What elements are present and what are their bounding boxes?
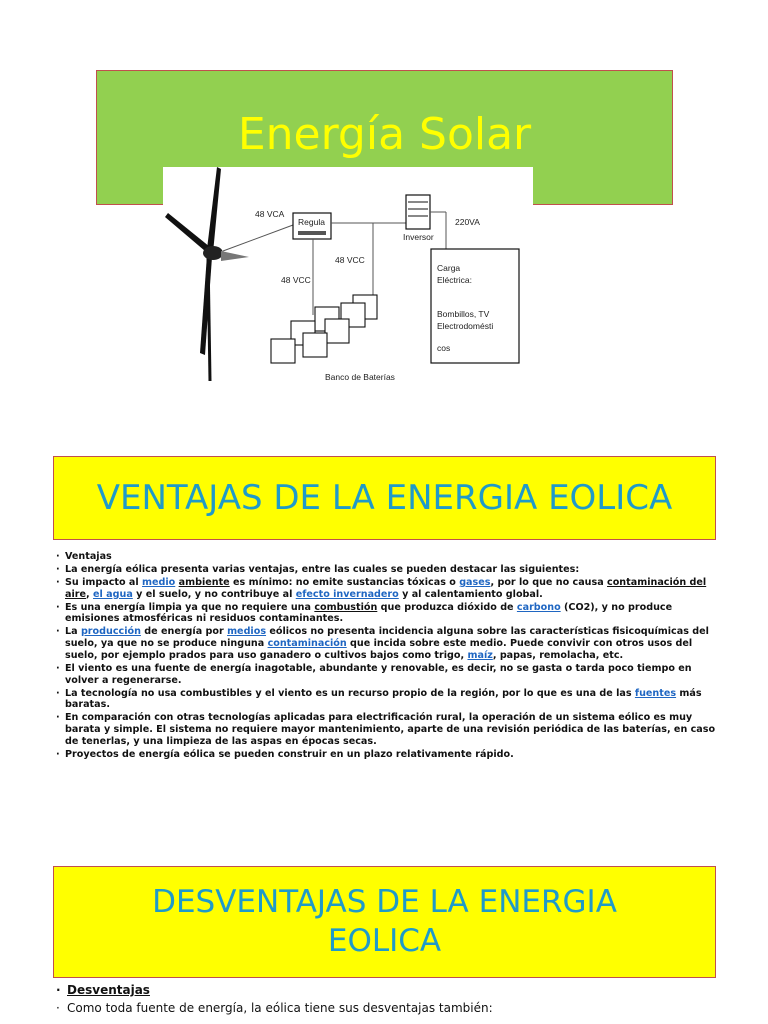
regulator-box [293, 213, 331, 239]
item-text: y el suelo, y no contribuye al [132, 588, 296, 600]
item-text: El viento es una fuente de energía inagotable, abundante y renovable, es decir, no se gasta o tarda poco tiempo en volver a regenerarse. [65, 662, 692, 686]
label-vcc-upper: 48 VCC [335, 255, 365, 265]
wind-system-diagram-svg [163, 167, 533, 385]
ventajas-item [56, 749, 716, 761]
item-text: La tecnología no usa combustibles y el viento es un recurso propio de la región, por lo que es una de las [65, 687, 635, 699]
item-text: (CO2), y no produce emisiones atmosféricas ni residuos contaminantes. [65, 601, 673, 625]
slide-title: Energía Solar [237, 109, 532, 160]
load-line-5: Electrodomésti [437, 321, 494, 331]
inline-link[interactable]: el agua [93, 588, 133, 600]
item-text: En comparación con otras tecnologías aplicadas para electrificación rural, la operación de un sistema eólico es muy barata y simple. El sistema no requiere mayor mantenimiento, aparte de una revisión periódica de las baterías, en caso de tenerlas, y una limpieza de las aspas en épocas secas. [65, 712, 716, 747]
inline-link[interactable]: medio [142, 577, 176, 588]
desventajas-item: · Desventajas [56, 982, 716, 999]
inline-link[interactable]: contaminación [267, 638, 347, 650]
ventajas-item [56, 626, 716, 661]
item-text: que produzca dióxido de [377, 601, 517, 613]
inline-link[interactable]: medios [227, 626, 267, 638]
wind-turbine-icon [165, 167, 249, 381]
load-line-6: cos [437, 343, 451, 353]
battery-bank-icon [271, 295, 377, 363]
underlined-text: contaminación del aire [65, 577, 707, 600]
inline-link[interactable]: producción [80, 626, 141, 638]
load-line-4: Bombillos, TV [437, 309, 490, 319]
item-text: eólicos no presenta incidencia alguna sobre las características fisicoquímicas del suelo, ya que no se produce ninguna [65, 626, 709, 650]
label-inverter: Inversor [403, 232, 434, 242]
ventajas-heading: VENTAJAS DE LA ENERGIA EOLICA [53, 456, 716, 540]
inverter-box [403, 195, 434, 242]
inline-link[interactable]: carbono [516, 601, 561, 613]
item-text: La energía eólica presenta varias ventajas, entre las cuales se pueden destacar las siguientes: [65, 564, 580, 575]
inline-link[interactable]: gases [459, 577, 491, 588]
load-line-1: Carga [437, 263, 461, 273]
item-text: Es una energía limpia ya que no requiere una [65, 601, 315, 613]
desventajas-item: · Como toda fuente de energía, la eólica tiene sus desventajas también: [56, 1000, 716, 1017]
item-text: Proyectos de energía eólica se pueden construir en un plazo relativamente rápido. [65, 748, 514, 760]
item-text: y al calentamiento global. [398, 588, 543, 600]
ventajas-item [56, 712, 716, 747]
ventajas-item [56, 688, 716, 711]
item-text: Ventajas [65, 551, 112, 562]
inline-link[interactable]: maíz [467, 649, 493, 661]
desventajas-list [56, 982, 716, 1019]
ventajas-item [56, 602, 716, 625]
item-text: La [65, 626, 81, 638]
item-text: , papas, remolacha, etc. [492, 649, 624, 661]
label-vca: 48 VCA [255, 209, 285, 219]
item-text: , por lo que no causa [490, 577, 608, 588]
underlined-text: combustión [314, 601, 378, 613]
label-battery-bank: Banco de Baterías [325, 372, 395, 382]
ventajas-item [56, 551, 716, 563]
item-text: es mínimo: no emite sustancias tóxicas o [229, 577, 460, 588]
item-text: , [86, 588, 94, 600]
item-text: de energía por [140, 626, 228, 638]
wind-system-diagram [163, 167, 533, 385]
inline-link[interactable]: fuentes [634, 687, 677, 699]
label-output: 220VA [455, 217, 480, 227]
label-vcc-left: 48 VCC [281, 275, 311, 285]
underlined-text: ambiente [178, 577, 230, 588]
item-text: que incida sobre este medio. Puede convivir con otros usos del suelo, por ejemplo prados para uso ganadero o cultivos bajos como trigo, [65, 638, 693, 661]
desventajas-heading [53, 866, 716, 978]
ventajas-item [56, 564, 716, 576]
load-box [431, 249, 519, 363]
desventajas-heading-line-1: DESVENTAJAS DE LA ENERGIA [152, 884, 617, 921]
item-text: más baratas. [65, 687, 702, 711]
inline-link[interactable]: efecto invernadero [295, 588, 399, 600]
label-regulator: Regula [298, 217, 325, 227]
ventajas-list [56, 551, 716, 762]
desventajas-heading-line-2: EOLICA [327, 923, 442, 959]
load-line-2: Eléctrica: [437, 275, 472, 285]
ventajas-item [56, 577, 716, 600]
ventajas-item [56, 663, 716, 686]
item-text: Su impacto al [65, 577, 143, 588]
